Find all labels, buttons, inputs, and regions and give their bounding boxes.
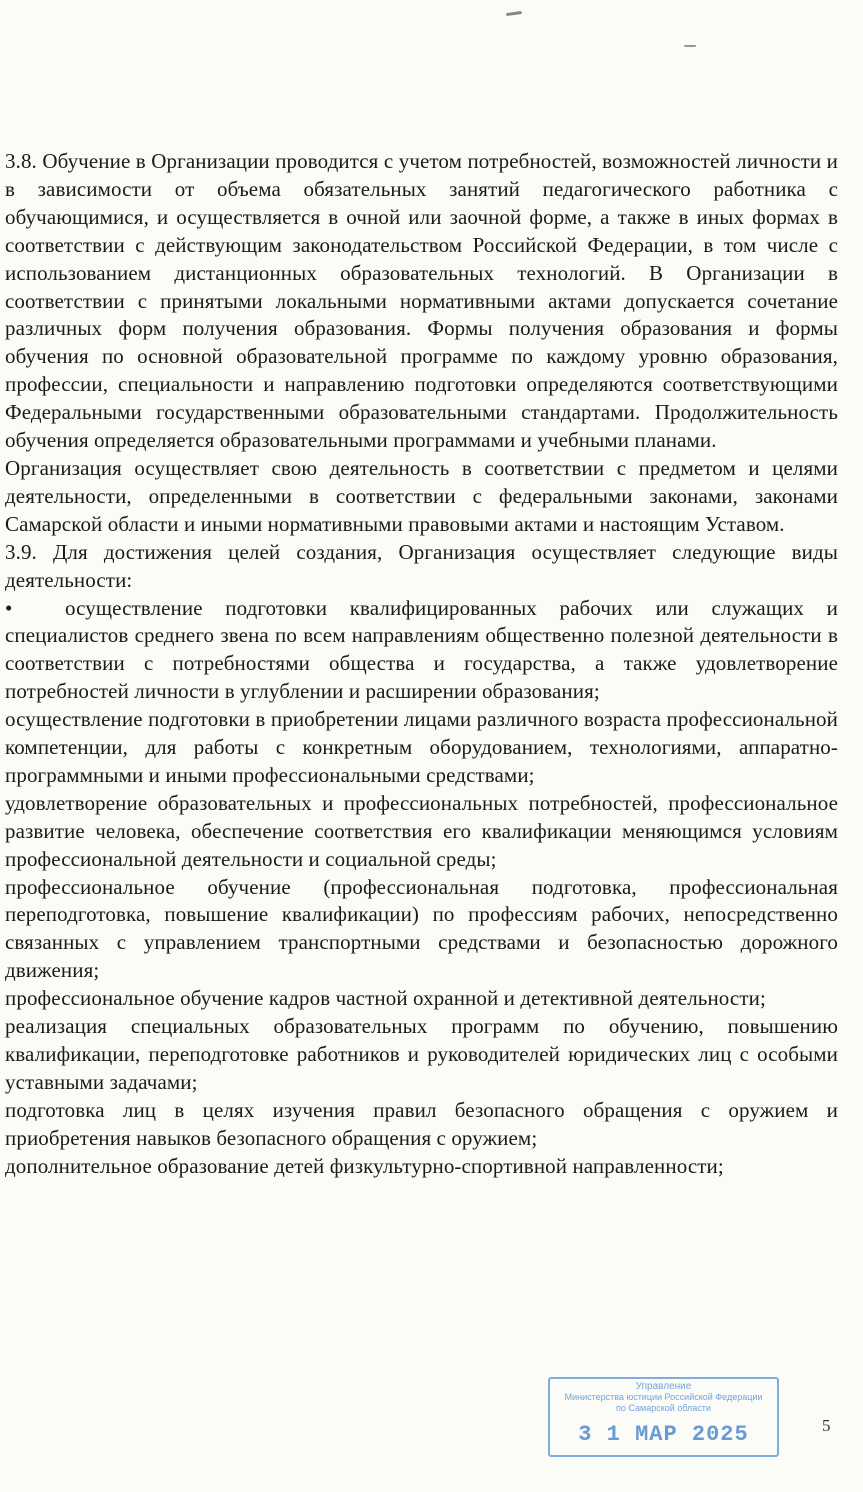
list-item: подготовка лиц в целях изучения правил безопасного обращения с оружием и приобретения навыков безопасного обращения с оружием;	[5, 1097, 838, 1150]
list-item: осуществление подготовки в приобретении лицами различного возраста профессиональной компетенции, для работы с конкретным оборудованием, технологиями, аппаратно-программными и иными профессиональными средствами;	[5, 707, 838, 787]
stamp-line-1: Управление	[635, 1381, 692, 1392]
list-item: профессиональное обучение кадров частной охранной и детективной деятельности;	[5, 986, 766, 1011]
paragraph-3-8: 3.8. Обучение в Организации проводится с учетом потребностей, возможностей личности и в зависимости от объема обязательных занятий педагогического работника с обучающимися, и осуществляется в очной или заочной форме, а также в иных формах в соответствии с действующим законодательством Российской Федерации, в том числе с использованием дистанционных образовательных технологий. В Организации в соответствии с принятыми локальными нормативными актами допускается сочетание различных форм получения образования. Формы получения образования и формы обучения по основной образовательной программе по каждому уровню образования, профессии, специальности и направлению подготовки определяются соответствующими Федеральными государственными образовательными стандартами. Продолжительность обучения определяется образовательными программами и учебными планами.	[5, 149, 838, 453]
stamp-line-3: по Самарской области	[616, 1403, 711, 1413]
bullet-icon: •	[5, 595, 13, 620]
list-item: профессиональное обучение (профессиональная подготовка, профессиональная переподготовка, повышение квалификации) по профессиям рабочих, непосредственно связанных с управлением транспортными средствами и безопасностью дорожного движения;	[5, 874, 838, 983]
list-item: дополнительное образование детей физкультурно-спортивной направленности;	[5, 1153, 724, 1178]
scan-artifact	[506, 11, 522, 16]
stamp-date: 3 1 МАР 2025	[578, 1422, 749, 1447]
stamp-line-2: Министерства юстиции Российской Федерации	[564, 1392, 763, 1402]
document-body	[5, 148, 838, 1181]
registration-stamp	[548, 1377, 779, 1457]
list-item: реализация специальных образовательных программ по обучению, повышению квалификации, переподготовке работников и руководителей юридических лиц с особыми уставными задачами;	[5, 1014, 838, 1094]
paragraph-activity: Организация осуществляет свою деятельность в соответствии с предметом и целями деятельности, определенными в соответствии с федеральными законами, законами Самарской области и иными нормативными правовыми актами и настоящим Уставом.	[5, 455, 838, 536]
bullet-list-item	[5, 595, 838, 707]
page-number: 5	[822, 1416, 831, 1435]
list-item: удовлетворение образовательных и профессиональных потребностей, профессиональное развитие человека, обеспечение соответствия его квалификации меняющимся условиям профессиональной деятельности и социальной среды;	[5, 790, 838, 871]
paragraph-3-9: 3.9. Для достижения целей создания, Организация осуществляет следующие виды деятельности:	[5, 539, 838, 592]
bullet-item-text: осуществление подготовки квалифицированных рабочих или служащих и специалистов среднего звена по всем направлениям общественно полезной деятельности в соответствии с потребностями общества и государства, а также удовлетворение потребностей личности в углублении и расширении образования;	[5, 595, 838, 704]
scan-artifact	[684, 45, 696, 47]
